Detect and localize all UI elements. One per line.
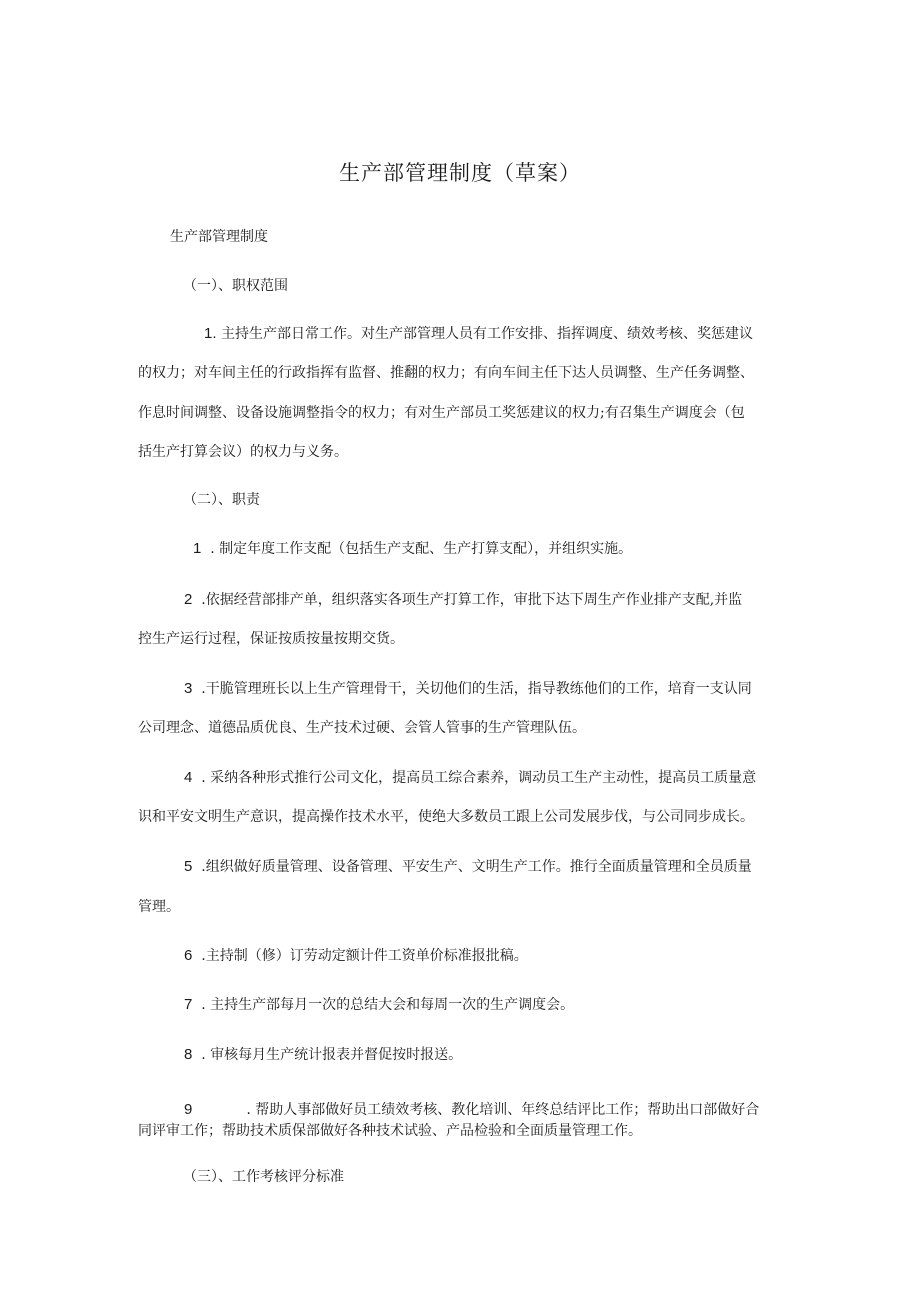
duty-item-6-text: .主持制（修）订劳动定额计件工资单价标准报批稿。 xyxy=(201,948,528,964)
duty-item-6 xyxy=(184,946,528,966)
duty-item-7-number: 7 xyxy=(184,996,193,1013)
duty-item-5-line-2: 管理。 xyxy=(138,899,180,915)
duty-item-8 xyxy=(184,1045,462,1065)
duty-item-5-number: 5 xyxy=(184,858,193,875)
section-heading-duties: （二）、职责 xyxy=(183,492,260,508)
document-title: 生产部管理制度（草案） xyxy=(339,161,581,185)
duty-item-3-number: 3 xyxy=(184,680,193,697)
duty-item-4-number: 4 xyxy=(184,769,193,786)
authority-line-1-text: 主持生产部日常工作。对生产部管理人员有工作安排、指挥调度、绩效考核、奖惩建议 xyxy=(220,326,753,342)
duty-item-4 xyxy=(184,768,756,788)
duty-item-2-text: .依据经营部排产单，组织落实各项生产打算工作，审批下达下周生产作业排产支配,并监 xyxy=(201,592,743,608)
duty-item-9-number: 9 xyxy=(184,1101,193,1118)
duty-item-1-number: 1 xyxy=(193,540,202,557)
document-subtitle: 生产部管理制度 xyxy=(170,229,268,245)
section-heading-authority: （一）、职权范围 xyxy=(183,278,288,294)
duty-item-1-text: . 制定年度工作支配（包括生产支配、生产打算支配），并组织实施。 xyxy=(210,541,633,557)
authority-paragraph-line-2: 的权力；对车间主任的行政指挥有监督、推翻的权力；有向车间主任下达人员调整、生产任务调整、 xyxy=(138,365,754,381)
duty-item-2 xyxy=(184,590,742,610)
duty-item-8-number: 8 xyxy=(184,1046,193,1063)
duty-item-1 xyxy=(193,539,632,559)
authority-paragraph-line-1 xyxy=(204,324,753,344)
duty-item-3-text: .干脆管理班长以上生产管理骨干，关切他们的生活，指导教练他们的工作，培育一支认同 xyxy=(201,681,752,697)
duty-item-9-text: . 帮助人事部做好员工绩效考核、教化培训、年终总结评比工作；帮助出口部做好合 xyxy=(246,1102,760,1118)
duty-item-7-text: . 主持生产部每月一次的总结大会和每周一次的生产调度会。 xyxy=(201,997,575,1013)
duty-item-8-text: . 审核每月生产统计报表并督促按时报送。 xyxy=(201,1047,463,1063)
duty-item-6-number: 6 xyxy=(184,947,193,964)
duty-item-9-line-2: 同评审工作；帮助技术质保部做好各种技术试验、产品检验和全面质量管理工作。 xyxy=(138,1123,642,1139)
authority-paragraph-line-3: 作息时间调整、设备设施调整指令的权力；有对生产部员工奖惩建议的权力;有召集生产调度会（包 xyxy=(138,405,745,421)
duty-item-3 xyxy=(184,679,752,699)
duty-item-5-text: .组织做好质量管理、设备管理、平安生产、文明生产工作。推行全面质量管理和全员质量 xyxy=(201,859,752,875)
section-heading-assessment: （三）、工作考核评分标准 xyxy=(183,1169,344,1185)
authority-paragraph-line-4: 括生产打算会议）的权力与义务。 xyxy=(138,444,348,460)
duty-item-2-number: 2 xyxy=(184,591,193,608)
duty-item-7 xyxy=(184,995,574,1015)
duty-item-4-line-2: 识和平安文明生产意识，提高操作技术水平，使绝大多数员工跟上公司发展步伐，与公司同步成长。 xyxy=(138,809,754,825)
duty-item-5 xyxy=(184,857,752,877)
duty-item-9 xyxy=(184,1100,759,1120)
duty-item-4-text: . 采纳各种形式推行公司文化，提高员工综合素养，调动员工生产主动性，提高员工质量意 xyxy=(201,770,757,786)
duty-item-3-line-2: 公司理念、道德品质优良、生产技术过硬、会管人管事的生产管理队伍。 xyxy=(138,720,586,736)
authority-item-number: 1. xyxy=(204,325,217,342)
duty-item-2-line-2: 控生产运行过程，保证按质按量按期交货。 xyxy=(138,631,404,647)
